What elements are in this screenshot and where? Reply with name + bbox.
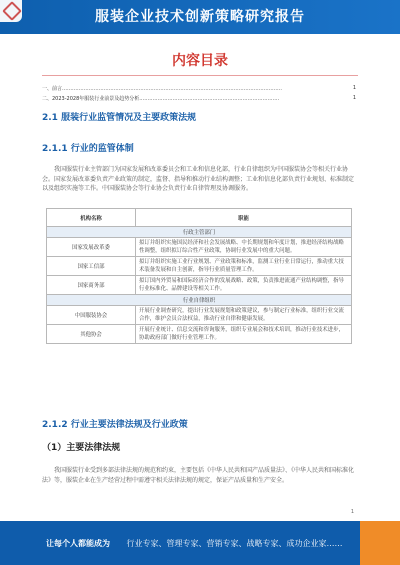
table-group-label: 行业自律组织 xyxy=(47,295,352,306)
table-header-duty: 职能 xyxy=(136,209,352,227)
table-cell-duty: 拟订国内外贸易和国际经济合作的发展战略、政策，负责推进流通产业结构调整，指导行业标准化、品牌建设等相关工作。 xyxy=(136,276,352,295)
page-number: 1 xyxy=(350,509,354,515)
table-cell-org: 中国服装协会 xyxy=(47,306,136,325)
regulatory-table xyxy=(46,208,352,344)
table-row xyxy=(47,325,352,344)
toc-divider xyxy=(42,75,358,76)
table-header-row xyxy=(47,209,352,227)
footer-slogan xyxy=(46,538,343,549)
footer-accent xyxy=(360,521,400,565)
footer-lead: 让每个人都能成为 xyxy=(46,539,110,548)
table-row xyxy=(47,257,352,276)
subsection-heading-laws: （1）主要法律法规 xyxy=(42,443,121,453)
table-group-label: 行政主管部门 xyxy=(47,227,352,238)
table-row xyxy=(47,238,352,257)
table-row xyxy=(47,306,352,325)
toc-title: 内容目录 xyxy=(172,53,228,69)
toc-entry-text: 二、2023-2028年服装行业前景及趋势分析………………………………………………………………………… xyxy=(42,96,280,102)
toc-entry-page: 1 xyxy=(352,95,356,101)
toc-entry-page: 1 xyxy=(352,85,356,91)
toc-entry-2[interactable] xyxy=(42,95,356,102)
laws-paragraph: 我国服装行业受到多部法律法规的规范和约束，主要包括《中华人民共和国产品质量法》、《中华人民共和国标准化法》等，服装企业在生产经营过程中需遵守相关法律法规的规定，保证产品质量和生产安全。 xyxy=(42,467,355,484)
table-cell-org: 国家商务部 xyxy=(47,276,136,295)
table-cell-duty: 开展行业调查研究，提出行业发展规划和政策建议，参与制定行业标准，组织行业交流合作，维护会员合法权益，推动行业自律和健康发展。 xyxy=(136,306,352,325)
report-title: 服装企业技术创新策略研究报告 xyxy=(95,9,305,25)
section-heading-2-1: 2.1 服装行业监管情况及主要政策法规 xyxy=(42,113,197,123)
section-heading-2-1-1: 2.1.1 行业的监管体制 xyxy=(42,144,134,154)
table-row xyxy=(47,276,352,295)
table-header-org: 机构名称 xyxy=(47,209,136,227)
table-cell-duty: 开展行业统计、信息交流和咨询服务，组织专业展会和技术培训，推动行业技术进步，协助政府部门做好行业管理工作。 xyxy=(136,325,352,344)
table-group-row xyxy=(47,227,352,238)
toc-entry-text: 一、前言…………………………………………………………………………………………………………………… xyxy=(42,86,283,92)
table-cell-org: 国家工信部 xyxy=(47,257,136,276)
table-group-row xyxy=(47,295,352,306)
section-heading-2-1-2: 2.1.2 行业主要法律法规及行业政策 xyxy=(42,420,188,430)
table-cell-duty: 拟订并组织实施国民经济和社会发展战略、中长期规划和年度计划，推进经济结构战略性调整，组织拟订综合性产业政策，协调行业发展中的重大问题。 xyxy=(136,238,352,257)
toc-entry-1[interactable] xyxy=(42,85,356,92)
table-cell-org: 国家发展改革委 xyxy=(47,238,136,257)
footer-tags: 行业专家、管理专家、营销专家、战略专家、成功企业家…… xyxy=(126,539,343,548)
table-cell-duty: 拟订并组织实施工业行业规划、产业政策和标准，监测工业行业日常运行，推动重大技术装备发展和自主创新，指导行业质量管理工作。 xyxy=(136,257,352,276)
table-cell-org: 其他协会 xyxy=(47,325,136,344)
regulatory-paragraph: 我国服装行业主管部门为国家发展和改革委员会和工业和信息化部，行业自律组织为中国服装协会等相关行业协会。国家发展改革委负责产业政策的制定，监督、指导和推动行业结构调整；工业和信息化部负责行业规划、标准制定以及组织实施等工作。中国服装协会等行业协会负责行业自律管理及协调服务。 xyxy=(42,166,355,192)
